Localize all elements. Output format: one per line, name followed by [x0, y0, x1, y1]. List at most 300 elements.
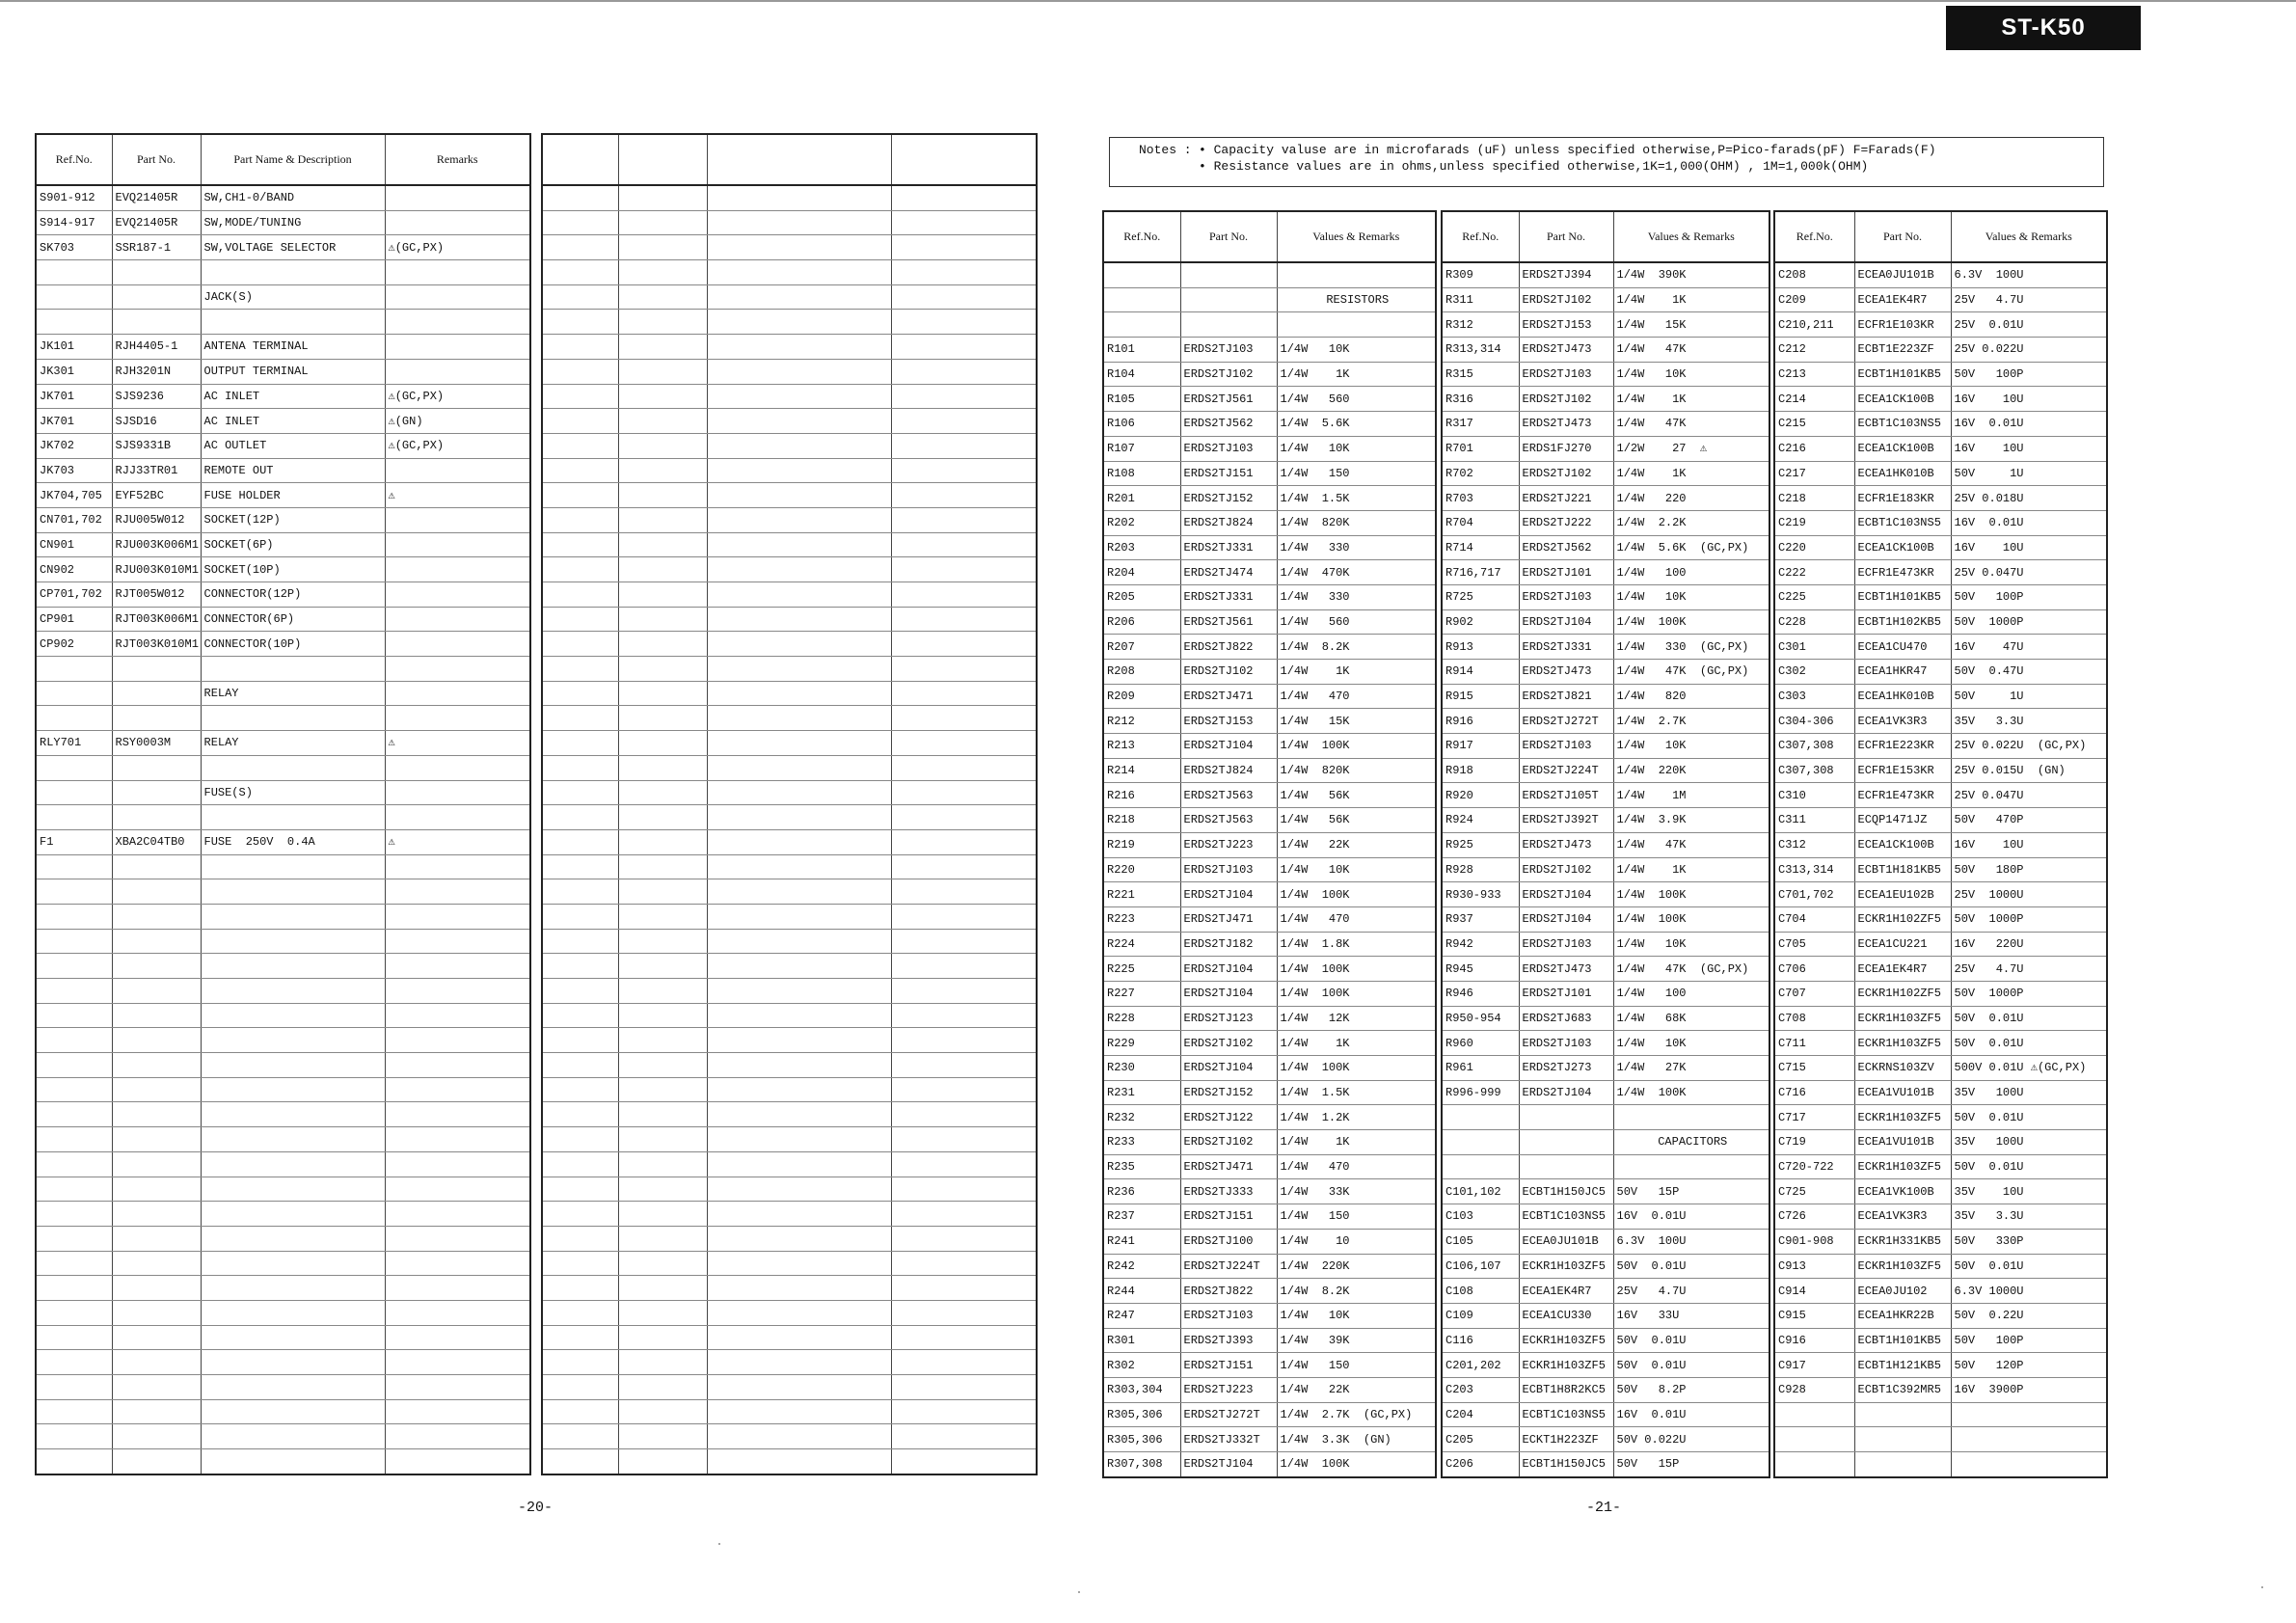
table-cell: [201, 1177, 385, 1202]
table-cell: [542, 1300, 618, 1325]
table-cell: C213: [1774, 362, 1854, 387]
table-cell: [891, 755, 1037, 780]
table-cell: ECEA1CK100B: [1854, 436, 1951, 461]
table-row: [542, 1077, 1037, 1102]
table-cell: C108: [1442, 1279, 1519, 1304]
table-cell: 50V 1000P: [1951, 981, 2107, 1006]
table-cell: [618, 979, 707, 1004]
table-cell: [112, 929, 201, 954]
table-cell: R207: [1103, 635, 1180, 660]
table-row: [1774, 510, 2107, 535]
table-cell: [542, 1226, 618, 1251]
table-row: [36, 359, 530, 384]
table-row: [1442, 486, 1769, 511]
table-cell: 1/4W 56K: [1277, 783, 1436, 808]
table-cell: [891, 829, 1037, 854]
table-cell: ECQP1471JZ: [1854, 808, 1951, 833]
table-cell: C914: [1774, 1279, 1854, 1304]
table-cell: FUSE(S): [201, 780, 385, 805]
table-cell: [707, 310, 891, 335]
table-cell: [707, 1127, 891, 1152]
table-cell: [618, 1202, 707, 1227]
table-row: [1774, 1179, 2107, 1204]
table-cell: [1103, 312, 1180, 338]
table-cell: ECFR1E473KR: [1854, 783, 1951, 808]
table-cell: R937: [1442, 906, 1519, 932]
table-row: [1442, 287, 1769, 312]
table-cell: RJU005W012: [112, 507, 201, 532]
table-cell: R902: [1442, 609, 1519, 635]
table-cell: [707, 185, 891, 210]
table-row: [36, 1177, 530, 1202]
table-row: [36, 1251, 530, 1276]
parts-table-right-2: [1441, 210, 1770, 1478]
table-row: [36, 1003, 530, 1028]
table-cell: [36, 284, 112, 310]
table-cell: ERDS2TJ104: [1180, 734, 1277, 759]
notes-line-2: • Resistance values are in ohms,unless specified otherwise,1K=1,000(OHM) , 1M=1,000k(OHM): [1199, 159, 1869, 174]
table-cell: [36, 854, 112, 879]
table-row: [1774, 535, 2107, 560]
table-cell: 25V 0.022U (GC,PX): [1951, 734, 2107, 759]
table-cell: [542, 284, 618, 310]
table-cell: ECEA1HKR22B: [1854, 1303, 1951, 1328]
table-cell: R206: [1103, 609, 1180, 635]
table-row: [1442, 362, 1769, 387]
table-cell: ECKR1H103ZF5: [1854, 1154, 1951, 1179]
table-cell: 1/4W 8.2K: [1277, 1279, 1436, 1304]
table-row: [542, 507, 1037, 532]
table-cell: [891, 879, 1037, 905]
table-cell: C307,308: [1774, 734, 1854, 759]
table-cell: ERDS2TJ474: [1180, 560, 1277, 585]
table-cell: R916: [1442, 709, 1519, 734]
table-row: [542, 1350, 1037, 1375]
table-cell: [385, 1151, 530, 1177]
table-row: [542, 954, 1037, 979]
table-cell: 1/4W 5.6K: [1277, 412, 1436, 437]
table-cell: ERDS2TJ104: [1180, 981, 1277, 1006]
table-cell: 1/4W 330: [1277, 584, 1436, 609]
table-row: [36, 1151, 530, 1177]
table-cell: ECEA1CK100B: [1854, 535, 1951, 560]
table-row: [542, 1127, 1037, 1152]
table-row: [1103, 957, 1436, 982]
table-cell: RESISTORS: [1277, 287, 1436, 312]
table-cell: [891, 1375, 1037, 1400]
table-cell: [891, 1151, 1037, 1177]
table-cell: C312: [1774, 832, 1854, 857]
table-cell: [891, 681, 1037, 706]
table-cell: [385, 681, 530, 706]
table-cell: R303,304: [1103, 1377, 1180, 1402]
table-cell: [618, 755, 707, 780]
table-row: [1774, 1303, 2107, 1328]
table-cell: [707, 557, 891, 582]
table-cell: [385, 335, 530, 360]
table-row: [1774, 412, 2107, 437]
table-row: [36, 185, 530, 210]
table-cell: R216: [1103, 783, 1180, 808]
table-row: [36, 532, 530, 557]
table-cell: SSR187-1: [112, 235, 201, 260]
table-cell: REMOTE OUT: [201, 458, 385, 483]
table-cell: 1/4W 10: [1277, 1229, 1436, 1254]
table-cell: R960: [1442, 1031, 1519, 1056]
table-row: [1103, 734, 1436, 759]
table-cell: 1/4W 100: [1613, 981, 1769, 1006]
table-cell: C928: [1774, 1377, 1854, 1402]
table-row: [1103, 882, 1436, 907]
table-cell: [542, 235, 618, 260]
table-cell: ECKR1H103ZF5: [1519, 1328, 1613, 1353]
table-cell: 35V 3.3U: [1951, 1204, 2107, 1230]
table-cell: [542, 260, 618, 285]
table-cell: [891, 805, 1037, 830]
table-cell: 1/4W 27K: [1613, 1056, 1769, 1081]
table-cell: 1/4W 1.5K: [1277, 486, 1436, 511]
table-cell: [707, 235, 891, 260]
table-cell: R221: [1103, 882, 1180, 907]
table-cell: R914: [1442, 660, 1519, 685]
table-cell: 1/4W 10K: [1613, 1031, 1769, 1056]
table-cell: ERDS2TJ561: [1180, 387, 1277, 412]
table-cell: [618, 1276, 707, 1301]
table-cell: ERDS2TJ331: [1180, 584, 1277, 609]
table-cell: ⚠(GC,PX): [385, 433, 530, 458]
table-cell: [891, 359, 1037, 384]
table-row: [542, 1300, 1037, 1325]
page-number-right: -21-: [1586, 1500, 1622, 1516]
table-cell: 1/4W 560: [1277, 387, 1436, 412]
table-cell: [542, 1449, 618, 1474]
table-row: [36, 1102, 530, 1127]
column-header: Values & Remarks: [1613, 211, 1769, 262]
table-row: [1774, 783, 2107, 808]
table-cell: ERDS2TJ331: [1180, 535, 1277, 560]
table-cell: [36, 805, 112, 830]
table-cell: [891, 1424, 1037, 1449]
table-cell: ERDS2TJ473: [1519, 660, 1613, 685]
table-cell: [707, 1325, 891, 1350]
table-cell: [112, 706, 201, 731]
table-cell: ERDS2TJ103: [1519, 932, 1613, 957]
table-cell: [1951, 1402, 2107, 1427]
table-cell: C706: [1774, 957, 1854, 982]
table-cell: R225: [1103, 957, 1180, 982]
table-row: [1103, 1279, 1436, 1304]
table-cell: [891, 210, 1037, 235]
table-cell: ECEA1VU101B: [1854, 1130, 1951, 1155]
table-cell: ECBT1C103NS5: [1854, 510, 1951, 535]
table-row: [36, 681, 530, 706]
table-row: [36, 607, 530, 632]
table-cell: [385, 1028, 530, 1053]
table-cell: [618, 954, 707, 979]
column-header: Values & Remarks: [1951, 211, 2107, 262]
table-cell: [618, 1127, 707, 1152]
table-cell: [707, 260, 891, 285]
table-cell: [385, 1300, 530, 1325]
table-cell: [385, 1251, 530, 1276]
table-cell: ⚠(GC,PX): [385, 235, 530, 260]
table-cell: [36, 310, 112, 335]
table-cell: 50V 0.01U: [1613, 1353, 1769, 1378]
table-cell: [385, 929, 530, 954]
table-cell: ERDS2TJ104: [1180, 1452, 1277, 1477]
table-cell: R242: [1103, 1254, 1180, 1279]
table-cell: C303: [1774, 684, 1854, 709]
table-row: [542, 1202, 1037, 1227]
table-cell: CP701,702: [36, 582, 112, 608]
table-cell: C720-722: [1774, 1154, 1854, 1179]
table-cell: [891, 235, 1037, 260]
table-cell: [201, 854, 385, 879]
table-cell: 16V 33U: [1613, 1303, 1769, 1328]
table-row: [1103, 560, 1436, 585]
table-cell: [36, 979, 112, 1004]
table-cell: [891, 979, 1037, 1004]
table-cell: [542, 755, 618, 780]
table-cell: [112, 1399, 201, 1424]
table-cell: [385, 1424, 530, 1449]
table-row: [1103, 709, 1436, 734]
table-cell: [36, 1028, 112, 1053]
table-cell: [201, 805, 385, 830]
table-cell: 500V 0.01U ⚠(GC,PX): [1951, 1056, 2107, 1081]
table-cell: C216: [1774, 436, 1854, 461]
table-cell: R315: [1442, 362, 1519, 387]
table-row: [542, 632, 1037, 657]
table-cell: [201, 1399, 385, 1424]
table-cell: 1/4W 22K: [1277, 832, 1436, 857]
table-row: [542, 483, 1037, 508]
table-cell: 25V 4.7U: [1951, 957, 2107, 982]
table-header-row: [1103, 211, 1436, 262]
table-cell: [201, 1375, 385, 1400]
table-cell: [707, 1102, 891, 1127]
table-cell: ERDS2TJ122: [1180, 1105, 1277, 1130]
table-cell: [1951, 1427, 2107, 1452]
table-row: [36, 1350, 530, 1375]
table-cell: [707, 1151, 891, 1177]
table-cell: 1/4W 330 (GC,PX): [1613, 635, 1769, 660]
table-row: [1774, 1377, 2107, 1402]
table-row: [542, 879, 1037, 905]
table-cell: [707, 582, 891, 608]
table-cell: [385, 458, 530, 483]
table-cell: 16V 0.01U: [1951, 412, 2107, 437]
table-cell: [385, 879, 530, 905]
table-cell: [618, 780, 707, 805]
table-cell: [36, 657, 112, 682]
table-cell: 50V 1U: [1951, 461, 2107, 486]
table-cell: 16V 0.01U: [1613, 1204, 1769, 1230]
page-number-left: -20-: [518, 1500, 554, 1516]
table-cell: ERDS2TJ272T: [1180, 1402, 1277, 1427]
table-cell: ERDS2TJ100: [1180, 1229, 1277, 1254]
table-cell: [707, 1399, 891, 1424]
table-row: [1442, 981, 1769, 1006]
table-row: [1774, 1279, 2107, 1304]
table-cell: ERDS2TJ223: [1180, 1377, 1277, 1402]
table-row: [542, 1449, 1037, 1474]
table-cell: [385, 582, 530, 608]
table-cell: [891, 260, 1037, 285]
table-cell: 50V 330P: [1951, 1229, 2107, 1254]
table-cell: [891, 284, 1037, 310]
table-cell: [707, 1300, 891, 1325]
table-row: [1442, 758, 1769, 783]
table-cell: [707, 458, 891, 483]
table-cell: ERDS2TJ103: [1519, 734, 1613, 759]
table-row: [1442, 560, 1769, 585]
table-cell: [707, 706, 891, 731]
table-row: [1774, 287, 2107, 312]
table-cell: RJH3201N: [112, 359, 201, 384]
table-cell: C105: [1442, 1229, 1519, 1254]
table-cell: [891, 532, 1037, 557]
table-row: [36, 582, 530, 608]
table-cell: RJH4405-1: [112, 335, 201, 360]
table-cell: [36, 780, 112, 805]
table-cell: [618, 879, 707, 905]
table-cell: [36, 681, 112, 706]
table-cell: C208: [1774, 262, 1854, 287]
table-row: [1442, 684, 1769, 709]
table-row: [1103, 312, 1436, 338]
table-cell: [385, 755, 530, 780]
table-cell: [385, 1449, 530, 1474]
table-row: [1442, 312, 1769, 338]
table-cell: [891, 1300, 1037, 1325]
table-cell: ERDS2TJ103: [1180, 1303, 1277, 1328]
table-cell: ERDS2TJ153: [1519, 312, 1613, 338]
table-cell: [542, 310, 618, 335]
table-cell: [36, 1003, 112, 1028]
table-cell: [1180, 262, 1277, 287]
table-row: [1103, 660, 1436, 685]
table-row: [542, 607, 1037, 632]
table-cell: 1/4W 100K: [1277, 734, 1436, 759]
table-row: [1442, 1105, 1769, 1130]
table-cell: [618, 185, 707, 210]
table-cell: JK702: [36, 433, 112, 458]
table-row: [542, 1375, 1037, 1400]
table-row: [1103, 857, 1436, 882]
table-cell: [891, 458, 1037, 483]
table-row: [1103, 584, 1436, 609]
table-row: [1103, 981, 1436, 1006]
table-cell: 50V 0.47U: [1951, 660, 2107, 685]
table-cell: [112, 657, 201, 682]
table-cell: 1/4W 470: [1277, 1154, 1436, 1179]
table-cell: [618, 1449, 707, 1474]
table-cell: [707, 657, 891, 682]
table-cell: [36, 1276, 112, 1301]
table-row: [1442, 832, 1769, 857]
table-row: [542, 706, 1037, 731]
column-header: Ref.No.: [1774, 211, 1854, 262]
table-cell: JK701: [36, 384, 112, 409]
table-row: [1774, 709, 2107, 734]
table-cell: [201, 1077, 385, 1102]
table-cell: ERDS2TJ332T: [1180, 1427, 1277, 1452]
table-cell: C311: [1774, 808, 1854, 833]
table-cell: [36, 706, 112, 731]
table-cell: [201, 706, 385, 731]
table-row: [36, 954, 530, 979]
table-cell: [36, 879, 112, 905]
table-row: [1774, 1452, 2107, 1477]
table-cell: [891, 657, 1037, 682]
table-row: [1442, 1130, 1769, 1155]
table-row: [1442, 338, 1769, 363]
table-cell: R961: [1442, 1056, 1519, 1081]
table-cell: ERDS2TJ153: [1180, 709, 1277, 734]
table-cell: [112, 1077, 201, 1102]
table-cell: [1103, 262, 1180, 287]
table-row: [1103, 387, 1436, 412]
table-cell: [385, 532, 530, 557]
table-cell: ECEA0JU101B: [1519, 1229, 1613, 1254]
table-cell: [36, 1102, 112, 1127]
model-badge: ST-K50: [1946, 6, 2141, 50]
table-row: [36, 657, 530, 682]
table-cell: 1/4W 100K: [1613, 906, 1769, 932]
table-cell: [542, 681, 618, 706]
table-cell: 1/4W 1K: [1613, 287, 1769, 312]
table-cell: ERDS2TJ103: [1519, 362, 1613, 387]
table-cell: [542, 335, 618, 360]
table-cell: [618, 532, 707, 557]
table-cell: [112, 1177, 201, 1202]
table-cell: 1/4W 100K: [1277, 957, 1436, 982]
table-row: [1442, 906, 1769, 932]
table-cell: [112, 1127, 201, 1152]
table-row: [542, 1102, 1037, 1127]
table-cell: ERDS2TJ104: [1519, 906, 1613, 932]
table-row: [1103, 1452, 1436, 1477]
table-cell: ERDS2TJ104: [1180, 1056, 1277, 1081]
table-cell: ERDS2TJ822: [1180, 635, 1277, 660]
table-cell: 16V 10U: [1951, 436, 2107, 461]
table-cell: [891, 607, 1037, 632]
table-cell: [112, 780, 201, 805]
table-cell: R236: [1103, 1179, 1180, 1204]
table-cell: R104: [1103, 362, 1180, 387]
table-cell: ERDS2TJ393: [1180, 1328, 1277, 1353]
table-cell: ERDS2TJ821: [1519, 684, 1613, 709]
table-cell: CN901: [36, 532, 112, 557]
table-row: [1442, 660, 1769, 685]
table-cell: 1/4W 47K: [1613, 832, 1769, 857]
table-cell: [36, 1325, 112, 1350]
table-cell: R925: [1442, 832, 1519, 857]
table-row: [1103, 535, 1436, 560]
table-cell: [542, 1151, 618, 1177]
table-cell: SW,CH1-0/BAND: [201, 185, 385, 210]
table-cell: [618, 607, 707, 632]
table-cell: 1/4W 1K: [1613, 387, 1769, 412]
table-row: [1774, 758, 2107, 783]
table-cell: ERDS2TJ102: [1519, 387, 1613, 412]
table-cell: R227: [1103, 981, 1180, 1006]
table-cell: 1/4W 15K: [1613, 312, 1769, 338]
table-row: [1774, 362, 2107, 387]
table-row: [36, 433, 530, 458]
table-cell: [707, 1449, 891, 1474]
